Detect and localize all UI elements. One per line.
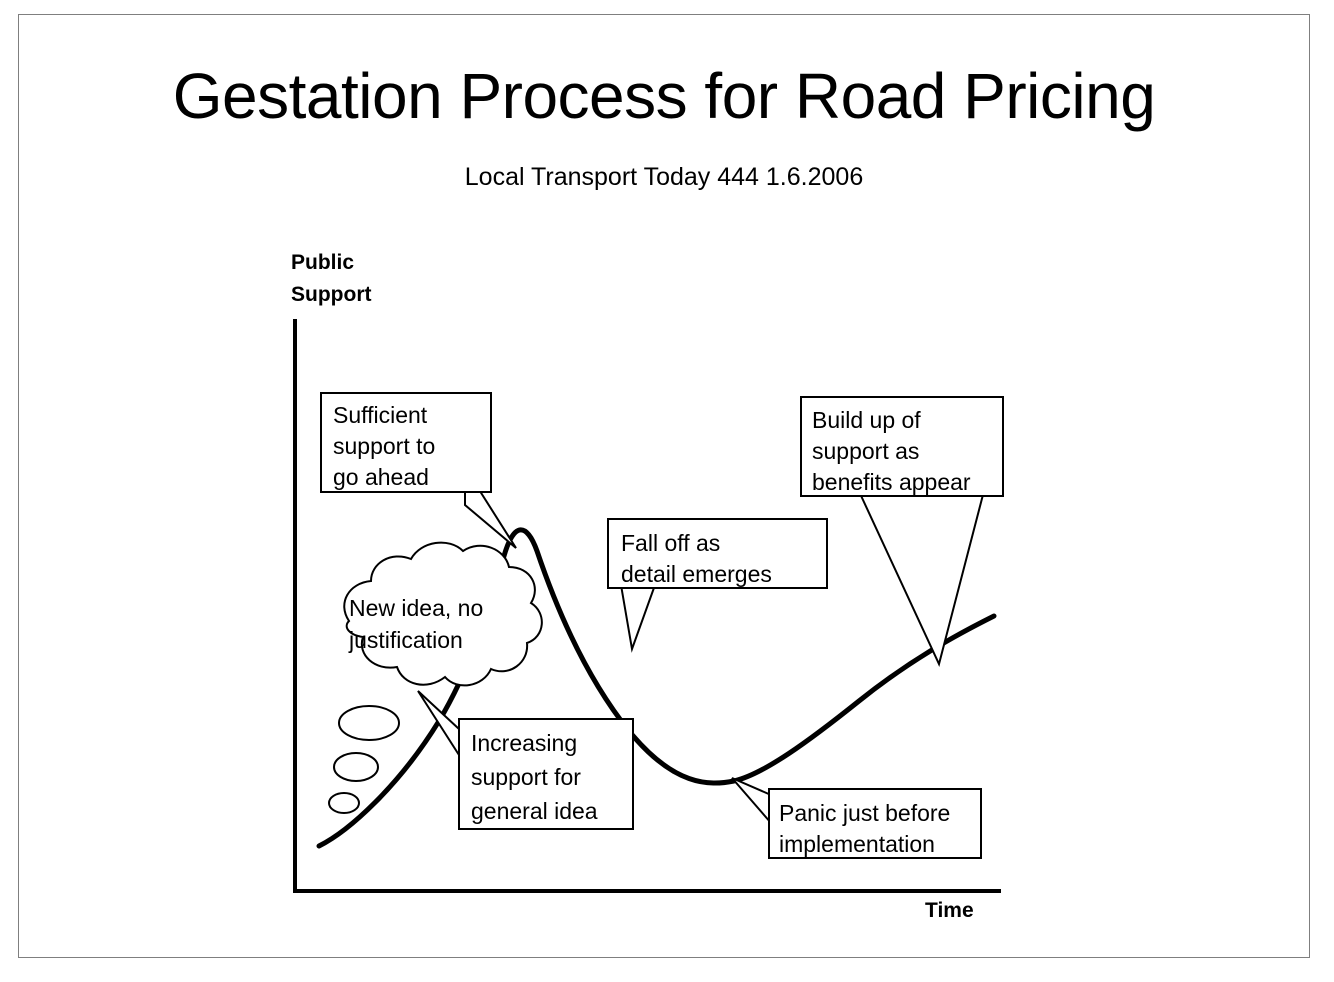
build-up-line3: benefits appear [812, 469, 971, 495]
gestation-curve-diagram [19, 211, 1309, 941]
fall-off-line2: detail emerges [621, 561, 772, 587]
page-title: Gestation Process for Road Pricing [172, 60, 1156, 132]
thought-cloud-line2: justification [349, 627, 463, 653]
thought-bubble-medium [334, 753, 378, 781]
fall-off-line1: Fall off as [621, 530, 721, 556]
sufficient-support-line1: Sufficient [333, 402, 428, 428]
build-up-line2: support as [812, 438, 920, 464]
build-up-line1: Build up of [812, 407, 921, 433]
thought-bubble-large [339, 706, 399, 740]
panic-line2: implementation [779, 831, 935, 857]
slide-subtitle: Local Transport Today 444 1.6.2006 [464, 163, 864, 191]
slide [18, 14, 1310, 958]
build-up-leader [857, 487, 985, 664]
sufficient-support-line3: go ahead [333, 464, 429, 490]
increasing-support-line1: Increasing [471, 730, 578, 756]
thought-cloud-line1: New idea, no [349, 595, 484, 621]
sufficient-support-line2: support to [333, 433, 436, 459]
y-axis-label-line1: Public [291, 251, 355, 274]
increasing-support-line3: general idea [471, 798, 598, 824]
x-axis-label: Time [925, 899, 974, 922]
y-axis-label-line2: Support [291, 283, 372, 306]
thought-bubble-small [329, 793, 359, 813]
increasing-support-line2: support for [471, 764, 581, 790]
fall-off-leader [621, 585, 655, 649]
panic-line1: Panic just before [779, 800, 951, 826]
panic-leader [732, 778, 771, 823]
